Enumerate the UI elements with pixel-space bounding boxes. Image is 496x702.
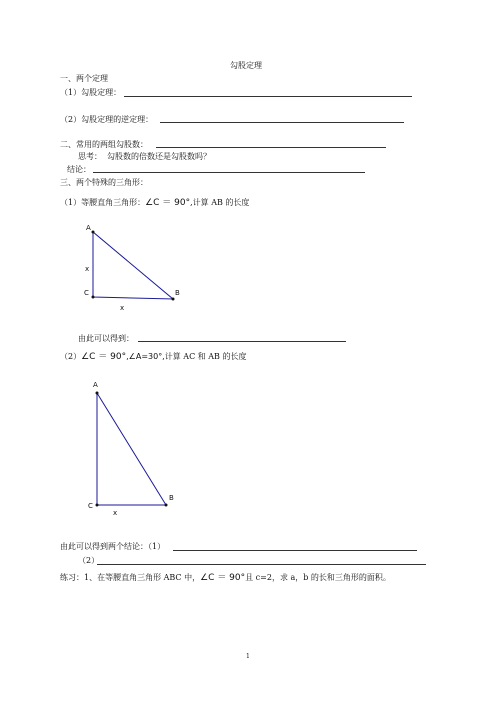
result1-label: 由此可以得到：	[78, 334, 134, 343]
vertex-a-2	[96, 392, 99, 395]
triangle-abc-2	[97, 393, 166, 505]
exercise-prefix: 练习：1、在等腰直角三角形 ABC 中，	[60, 573, 201, 582]
section1-heading: 一、两个定理	[60, 74, 108, 83]
label-side-cb-2: x	[113, 509, 118, 517]
answer-blank[interactable]	[138, 341, 346, 342]
label-a-1: A	[86, 224, 91, 232]
section2-heading: 二、常用的两组勾股数：	[60, 140, 148, 149]
problem2	[60, 352, 246, 362]
think-question: 勾股数的倍数还是勾股数吗？	[107, 152, 211, 161]
label-b-1: B	[175, 289, 180, 297]
page-title: 勾股定理	[230, 61, 262, 70]
label-a-2: A	[93, 381, 98, 389]
vertex-c-1	[92, 296, 95, 299]
angle-c-expression: ∠C ＝ 90°	[81, 352, 127, 362]
problem1-suffix: ,计算 AB 的长度	[190, 198, 250, 207]
problem2-suffix: ,计算 AC 和 AB 的长度	[162, 352, 247, 361]
answer-blank[interactable]	[173, 550, 417, 551]
label-side-ac-1: x	[85, 265, 90, 273]
vertex-b-1	[172, 298, 175, 301]
exercise-1	[60, 573, 391, 583]
vertex-a-1	[92, 231, 95, 234]
label-c-2: C	[88, 502, 93, 510]
problem1-prefix: （1）等腰直角三角形：	[60, 198, 146, 207]
angle-c-expression: ∠C ＝ 90°	[145, 198, 191, 208]
converse-theorem-item: （2）勾股定理的逆定理：	[60, 115, 154, 124]
angle-c-expression: ∠C ＝ 90°	[200, 573, 246, 583]
triangle-abc-1	[93, 232, 173, 299]
conclusion-label: 结论：	[67, 165, 91, 174]
label-side-cb-1: x	[120, 304, 125, 312]
label-c-1: C	[84, 289, 89, 297]
result2-label: 由此可以得到两个结论：（1）	[60, 542, 166, 551]
label-b-2: B	[169, 494, 174, 502]
result2-second-label: （2）	[78, 556, 100, 565]
section3-heading: 三、两个特殊的三角形：	[60, 178, 148, 187]
theorem-item: （1）勾股定理：	[60, 88, 122, 97]
page-number: 1	[246, 653, 250, 660]
vertex-c-2	[96, 504, 99, 507]
angle-a-expression: ,∠A=30°	[126, 352, 163, 361]
triangle-figure-1	[84, 224, 180, 312]
triangle-figure-2	[88, 381, 174, 517]
answer-blank[interactable]	[97, 564, 426, 565]
vertex-b-2	[165, 504, 168, 507]
think-label: 思考：	[78, 152, 102, 161]
problem2-prefix: （2）	[60, 352, 82, 361]
exercise-suffix: 且 c=2，求 a，b 的长和三角形的面积。	[245, 573, 391, 582]
